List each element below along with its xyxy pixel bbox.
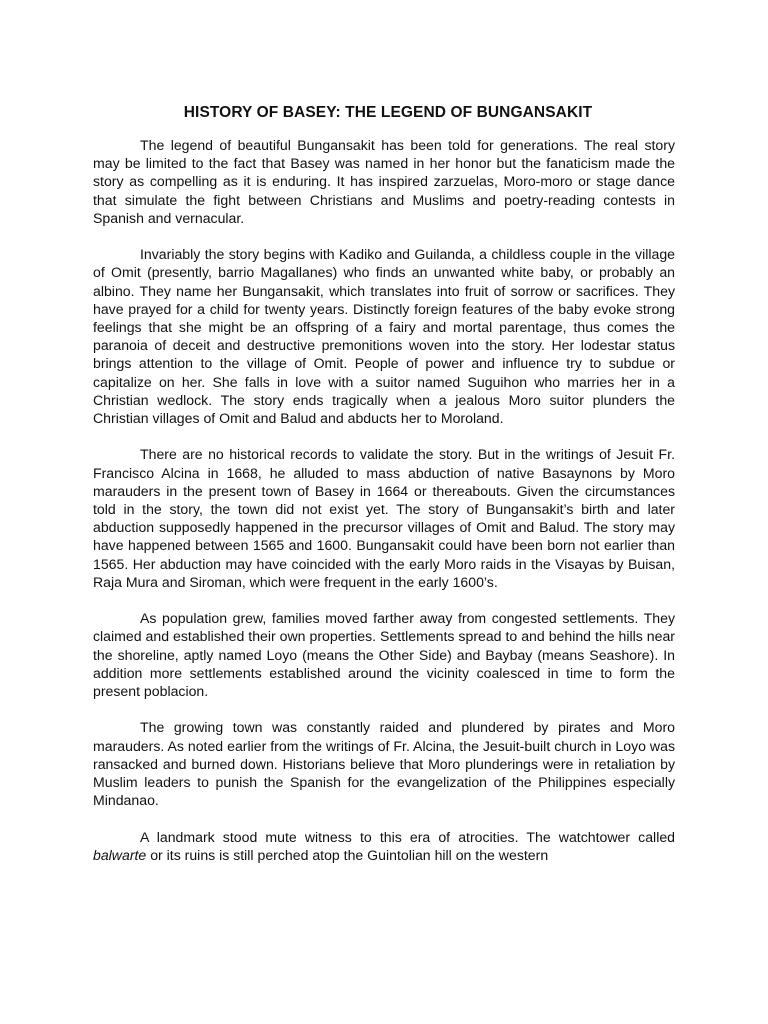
paragraph-3: There are no historical records to validate the story. But in the writings of Jesuit Fr. Francisco Alcina in 1668, he alluded to mass abduction of native Basaynons by Moro marauders in the present town of Basey in 1664 or thereabouts. Given the circumstances told in the story, the town did not exist yet. The story of Bungansakit’s birth and later abduction supposedly happened in the precursor villages of Omit and Balud. The story may have happened between 1565 and 1600. Bungansakit could have been born not earlier than 1565. Her abduction may have coincided with the early Moro raids in the Visayas by Buisan, Raja Mura and Siroman, which were frequent in the early 1600’s. xyxy=(93,446,675,590)
balwarte-term: balwarte xyxy=(93,846,147,863)
paragraph-2: Invariably the story begins with Kadiko and Guilanda, a childless couple in the village of Omit (presently, barrio Magallanes) who finds an unwanted white baby, or probably an albino. They name her Bungansakit, which translates into fruit of sorrow or sacrifices. They have prayed for a child for twenty years. Distinctly foreign features of the baby evoke strong feelings that she might be an offspring of a fairy and mortal parentage, thus comes the paranoia of deceit and destructive premonitions woven into the story. Her lodestar status brings attention to the village of Omit. People of power and influence try to subdue or capitalize on her. She falls in love with a suitor named Suguihon who marries her in a Christian wedlock. The story ends tragically when a jealous Moro suitor plunders the Christian villages of Omit and Balud and abducts her to Moroland. xyxy=(93,246,675,427)
paragraph-6 xyxy=(93,828,675,864)
paragraph-6-text-after: or its ruins is still perched atop the Guintolian hill on the western xyxy=(146,846,549,863)
paragraph-4: As population grew, families moved farther away from congested settlements. They claimed and established their own properties. Settlements spread to and behind the hills near the shoreline, aptly named Loyo (means the Other Side) and Baybay (means Seashore). In addition more settlements established around the vicinity coalesced in time to form the present poblacion. xyxy=(93,610,675,700)
paragraph-1: The legend of beautiful Bungansakit has been told for generations. The real story may be limited to the fact that Basey was named in her honor but the fanaticism made the story as compelling as it is enduring. It has inspired zarzuelas, Moro-moro or stage dance that simulate the fight between Christians and Muslims and poetry-reading contests in Spanish and vernacular. xyxy=(93,137,675,226)
paragraph-5: The growing town was constantly raided and plundered by pirates and Moro marauders. As noted earlier from the writings of Fr. Alcina, the Jesuit-built church in Loyo was ransacked and burned down. Historians believe that Moro plunderings were in retaliation by Muslim leaders to punish the Spanish for the evangelization of the Philippines especially Mindanao. xyxy=(93,719,675,809)
document-page xyxy=(93,103,675,864)
paragraph-6-text-before: A landmark stood mute witness to this era of atrocities. The watchtower called xyxy=(140,828,675,845)
document-title: HISTORY OF BASEY: THE LEGEND OF BUNGANSAKIT xyxy=(183,104,593,121)
